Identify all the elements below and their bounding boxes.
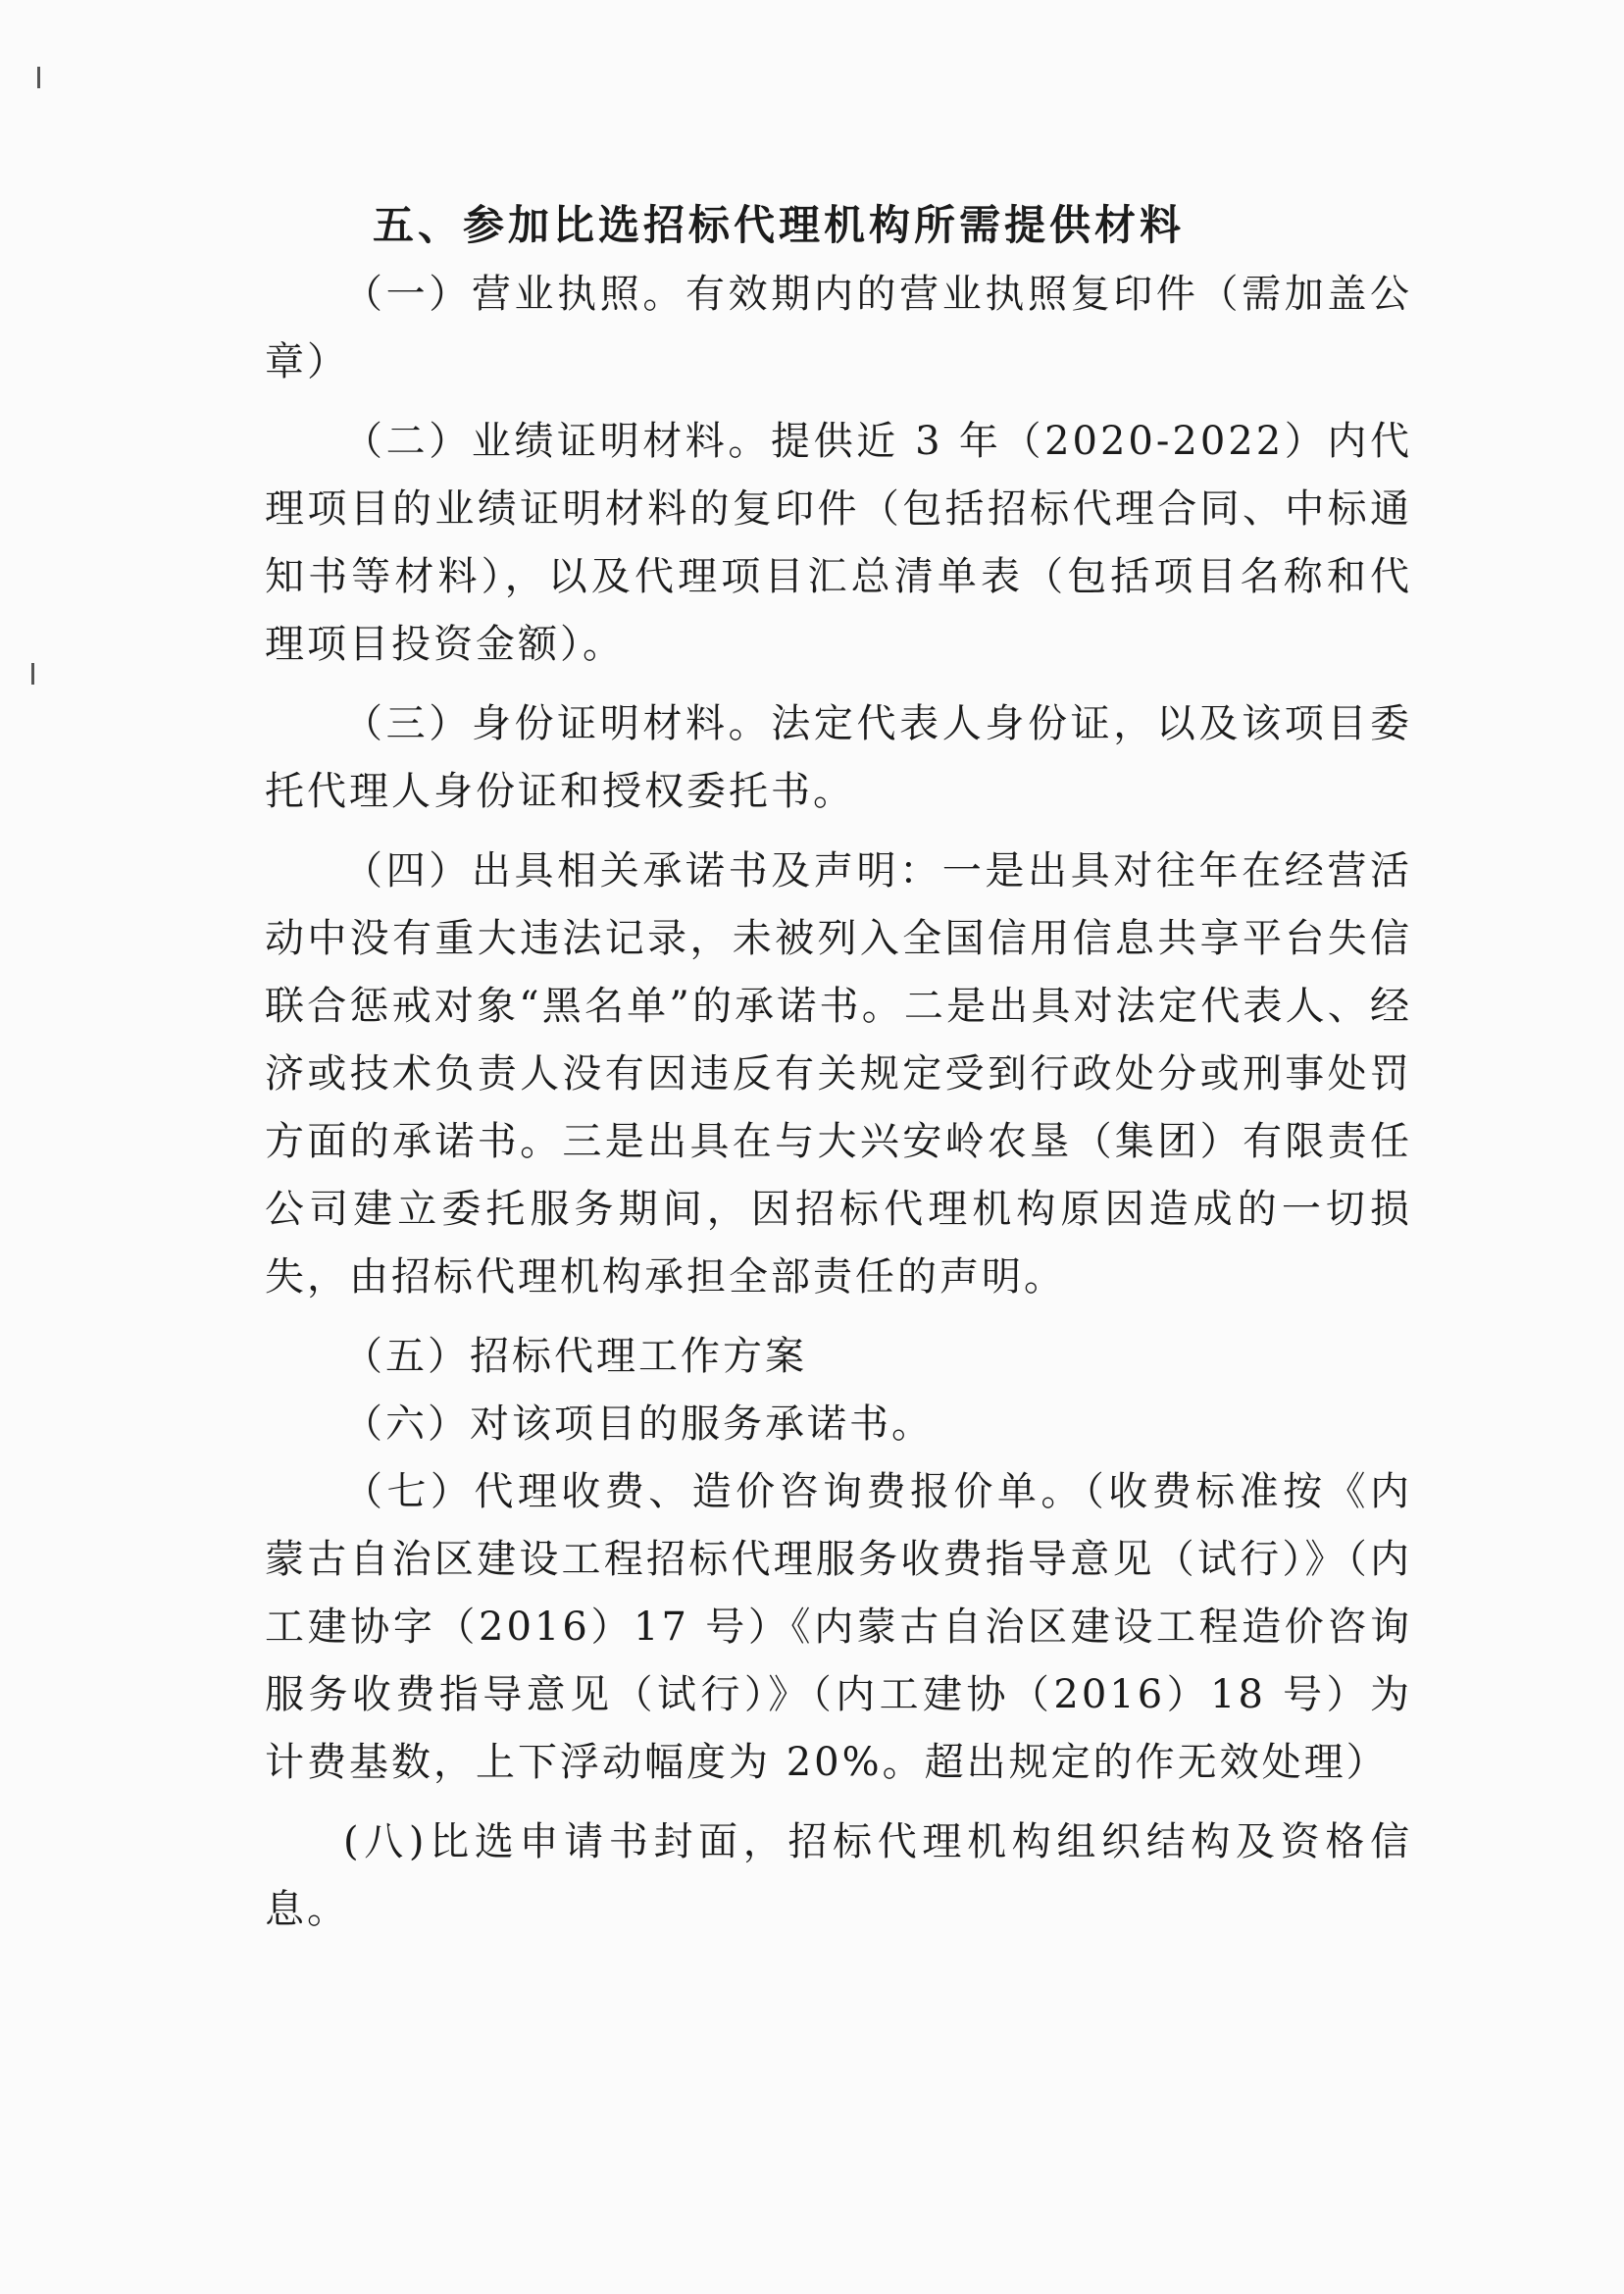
paragraph-service-commitment: （六）对该项目的服务承诺书。 xyxy=(343,1402,934,1447)
paragraph-work-plan: （五）招标代理工作方案 xyxy=(343,1334,807,1379)
paragraph-application-cover: (八)比选申请书封面，招标代理机构组织结构及资格信息。 xyxy=(265,1819,1412,1932)
paragraph-commitments: （四）出具相关承诺书及声明：一是出具对往年在经营活动中没有重大违法记录，未被列入全国信用信息共享平台失信联合惩戒对象“黑名单”的承诺书。二是出具对法定代表人、经济或技术负责人没有因违反有关规定受到行政处分或刑事处罚方面的承诺书。三是出具在与大兴安岭农垦（集团）有限责任公司建立委托服务期间，因招标代理机构原因造成的一切损失，由招标代理机构承担全部责任的声明。 xyxy=(265,848,1412,1300)
paragraph-fee-quotation: （七）代理收费、造价咨询费报价单。（收费标准按《内蒙古自治区建设工程招标代理服务收费指导意见（试行）》（内工建协字（2016）17 号）《内蒙古自治区建设工程造价咨询服务收费指导意见（试行）》（内工建协（2016）18 号）为计费基数，上下浮动幅度为 20%。超出规定的作无效处理） xyxy=(265,1469,1412,1785)
document-body xyxy=(265,196,1412,1944)
paragraph-identity-proof: （三）身份证明材料。法定代表人身份证，以及该项目委托代理人身份证和授权委托书。 xyxy=(265,701,1412,814)
section-heading: 五、参加比选招标代理机构所需提供材料 xyxy=(373,201,1186,249)
scan-edge-mark xyxy=(31,663,34,685)
paragraph-performance-proof: （二）业绩证明材料。提供近 3 年（2020-2022）内代理项目的业绩证明材料的复印件（包括招标代理合同、中标通知书等材料），以及代理项目汇总清单表（包括项目名称和代理项目投资金额）。 xyxy=(265,419,1412,667)
paragraph-business-license: （一）营业执照。有效期内的营业执照复印件（需加盖公章） xyxy=(265,272,1412,384)
scan-edge-mark xyxy=(37,67,40,88)
